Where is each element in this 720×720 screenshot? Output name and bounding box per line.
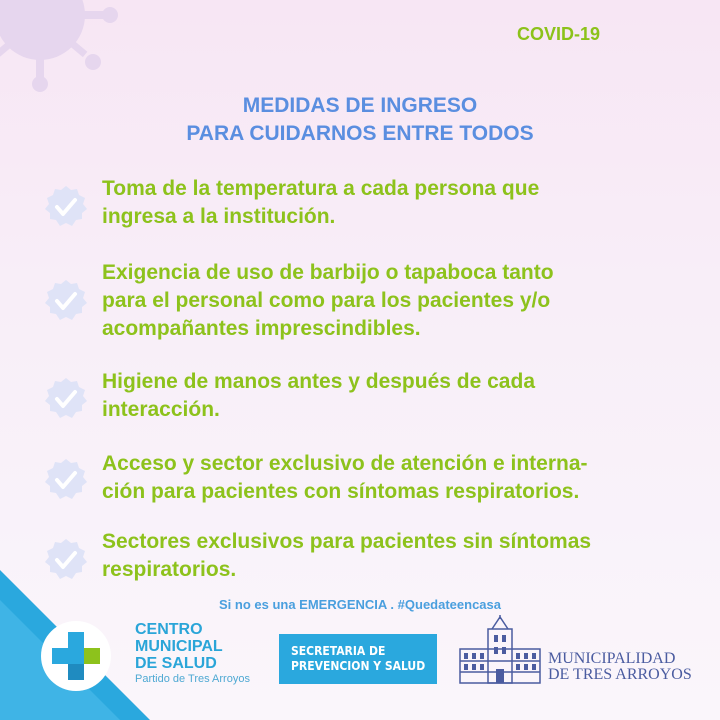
check-badge-icon: [44, 279, 88, 323]
item-line: ingresa a la institución.: [102, 205, 336, 228]
town-hall-icon: [458, 615, 542, 685]
item-line: interacción.: [102, 398, 220, 421]
health-cross-logo: [40, 620, 112, 692]
municipalidad-line: MUNICIPALIDAD: [548, 650, 676, 667]
item-text: [102, 528, 690, 584]
item-text: [102, 450, 690, 506]
item-line: respiratorios.: [102, 558, 237, 581]
page-title: [0, 92, 720, 148]
item-line: Exigencia de uso de barbijo o tapaboca tanto: [102, 261, 554, 284]
municipalidad-line: DE TRES ARROYOS: [548, 666, 692, 683]
centro-line: CENTRO: [135, 621, 203, 638]
item-line: acompañantes imprescindibles.: [102, 317, 421, 340]
item-text: [102, 259, 690, 343]
centro-line: DE SALUD: [135, 655, 217, 672]
emergency-note: Si no es una EMERGENCIA . #Quedateencasa: [219, 597, 501, 612]
secretaria-line: SECRETARIA DE: [291, 644, 386, 658]
centro-line: MUNICIPAL: [135, 638, 223, 655]
item-line: Higiene de manos antes y después de cada: [102, 370, 535, 393]
item-line: ción para pacientes con síntomas respiratorios.: [102, 480, 580, 503]
centro-subtitle: Partido de Tres Arroyos: [135, 673, 250, 685]
secretaria-line: PREVENCION Y SALUD: [291, 659, 426, 673]
covid-tag: COVID-19: [516, 24, 600, 44]
item-text: [102, 175, 690, 231]
check-badge-icon: [44, 377, 88, 421]
check-badge-icon: [44, 458, 88, 502]
title-line-2: PARA CUIDARNOS ENTRE TODOS: [186, 122, 534, 145]
item-line: Sectores exclusivos para pacientes sin síntomas: [102, 530, 592, 553]
title-line-1: MEDIDAS DE INGRESO: [242, 94, 478, 117]
item-line: Toma de la temperatura a cada persona que: [102, 177, 540, 200]
item-text: [102, 368, 690, 424]
centro-municipal-name: [135, 621, 223, 672]
check-badge-icon: [44, 185, 88, 229]
secretaria-logo: [279, 634, 437, 684]
item-line: para el personal como para los pacientes y/o: [102, 289, 551, 312]
item-line: Acceso y sector exclusivo de atención e interna-: [102, 452, 588, 475]
municipalidad-name: [548, 651, 692, 683]
